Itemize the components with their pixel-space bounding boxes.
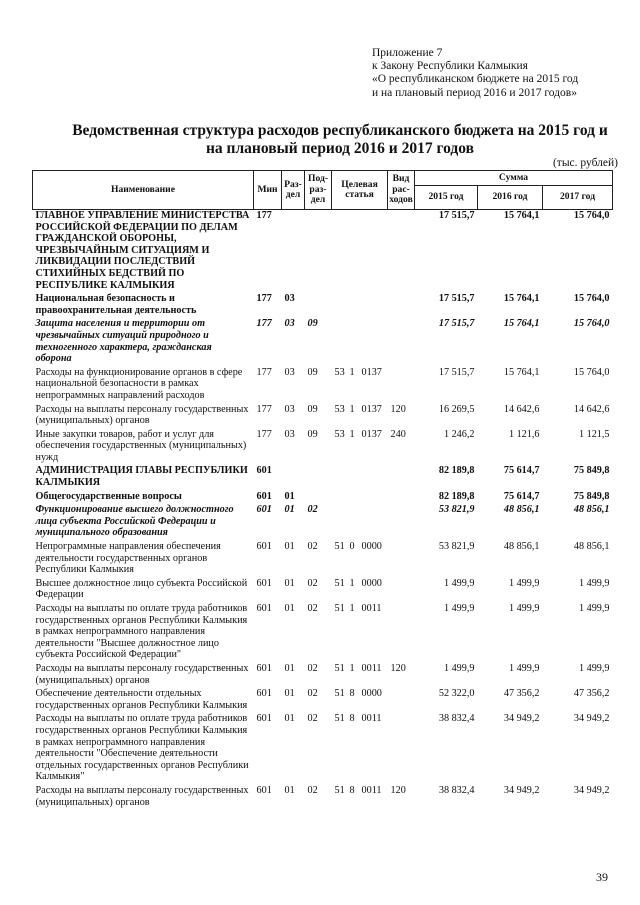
- cell-2015: 38 832,4: [438, 713, 475, 725]
- cell-2017: 34 949,2: [573, 784, 610, 796]
- cell-vid: [388, 491, 415, 505]
- cell-min: 601: [256, 577, 272, 589]
- appendix-header: [372, 47, 578, 100]
- appendix-line: и на плановый период 2016 и 2017 годов»: [372, 86, 577, 99]
- cell-vid: [388, 318, 415, 366]
- cell-target-program: [332, 210, 347, 294]
- cell-2015: 52 322,0: [438, 688, 475, 700]
- cell-target-sub: 1: [349, 603, 355, 614]
- table-row: [33, 541, 613, 578]
- table-row: [33, 504, 613, 541]
- cell-podrazdel: [305, 210, 332, 294]
- row-name: Функционирование высшего должностного лица субъекта Российской Федерации и муниципального образования: [35, 504, 234, 539]
- cell-razdel: 01: [284, 603, 295, 614]
- cell-target-code: 0137: [361, 403, 382, 415]
- cell-2015: 38 832,4: [438, 784, 475, 796]
- table-row: [33, 713, 613, 785]
- cell-vid: [388, 367, 415, 404]
- title-line: на плановый период 2016 и 2017 годов: [206, 139, 474, 157]
- cell-min: 601: [256, 504, 272, 516]
- cell-vid: [388, 578, 415, 603]
- cell-podrazdel: 02: [307, 577, 318, 589]
- cell-target-program: 53: [334, 428, 345, 440]
- cell-target-code: [359, 293, 388, 318]
- cell-2015: 53 821,9: [438, 504, 475, 516]
- cell-target-program: 51: [334, 713, 345, 725]
- cell-vid: [388, 504, 415, 541]
- cell-target-code: 0011: [361, 603, 382, 614]
- cell-2017: 75 849,8: [573, 465, 610, 477]
- cell-2015: 17 515,7: [438, 210, 475, 221]
- cell-target-sub: [347, 210, 359, 294]
- table-row: [33, 210, 613, 294]
- cell-vid: 120: [390, 662, 406, 674]
- cell-target-program: 51: [334, 784, 345, 796]
- cell-target-code: [359, 504, 388, 541]
- cell-podrazdel: [305, 293, 332, 318]
- cell-razdel: 03: [284, 403, 295, 415]
- cell-min: 177: [256, 293, 272, 305]
- row-name: АДМИНИСТРАЦИЯ ГЛАВЫ РЕСПУБЛИКИ КАЛМЫКИЯ: [35, 465, 248, 489]
- header-name: Наименование: [33, 171, 254, 210]
- cell-2017: 15 764,0: [573, 318, 610, 330]
- cell-min: 601: [256, 465, 272, 477]
- cell-2017: 48 856,1: [573, 504, 610, 516]
- cell-min: 177: [256, 403, 272, 415]
- title-line: Ведомственная структура расходов республиканского бюджета на 2015 год и: [72, 122, 608, 139]
- cell-razdel: 01: [284, 662, 295, 674]
- cell-2015: 17 515,7: [438, 318, 475, 330]
- table-row: [33, 663, 613, 688]
- cell-min: 601: [256, 662, 272, 674]
- cell-podrazdel: 02: [307, 662, 318, 674]
- cell-razdel: 01: [284, 713, 295, 725]
- cell-vid: [388, 603, 415, 663]
- header-2017: 2017 год: [543, 186, 613, 210]
- cell-2017: 1 121,5: [578, 428, 610, 440]
- header-2016: 2016 год: [478, 186, 543, 210]
- cell-razdel: 03: [284, 428, 295, 440]
- row-name: Национальная безопасность и правоохранительная деятельность: [35, 293, 197, 316]
- header-min: Мин: [254, 171, 282, 210]
- header-vid: Вид рас- ходов: [388, 171, 415, 210]
- cell-target-sub: 1: [349, 366, 355, 378]
- row-name: Защита населения и территории от чрезвычайных ситуаций природного и техногенного характера, гражданская оборона: [35, 318, 212, 365]
- appendix-line: к Закону Республики Калмыкия: [372, 60, 528, 73]
- cell-2015: 1 499,9: [443, 577, 475, 589]
- cell-2016: 48 856,1: [503, 541, 540, 553]
- cell-target-sub: [347, 318, 359, 366]
- cell-target-sub: 1: [349, 577, 355, 589]
- cell-razdel: 03: [284, 366, 295, 378]
- units-label: (тыс. рублей): [552, 157, 618, 169]
- cell-razdel: 01: [284, 504, 295, 516]
- row-name: ГЛАВНОЕ УПРАВЛЕНИЕ МИНИСТЕРСТВА РОССИЙСКОЙ ФЕДЕРАЦИИ ПО ДЕЛАМ ГРАЖДАНСКОЙ ОБОРОНЫ, ЧРЕЗВЫЧАЙНЫМ СИТУАЦИЯМ И ЛИКВИДАЦИИ ПОСЛЕДСТВИЙ СТИХИЙНЫХ БЕДСТВИЙ ПО РЕСПУБЛИКЕ КАЛМЫКИЯ: [35, 210, 250, 291]
- cell-razdel: [282, 465, 305, 490]
- cell-2017: 15 764,0: [573, 210, 610, 221]
- cell-target-program: [332, 491, 347, 505]
- cell-target-program: [332, 504, 347, 541]
- cell-podrazdel: 09: [307, 428, 318, 440]
- cell-target-program: [332, 293, 347, 318]
- appendix-line: «О республиканском бюджете на 2015 год: [372, 73, 579, 86]
- cell-podrazdel: 02: [307, 713, 318, 725]
- cell-target-code: 0011: [361, 784, 382, 796]
- header-razdel: Раз- дел: [282, 171, 305, 210]
- cell-2015: 17 515,7: [438, 293, 475, 305]
- cell-target-program: [332, 465, 347, 490]
- cell-2017: 1 499,9: [578, 603, 610, 614]
- cell-target-code: 0000: [361, 541, 382, 553]
- cell-2016: 47 356,2: [503, 688, 540, 700]
- row-name: Расходы на выплаты по оплате труда работников государственных органов Республики Калмыкия в рамках непрограммного направления деятельности "Высшее должностное лицо субъекта Российской Федерации": [35, 603, 248, 661]
- cell-vid: 120: [390, 784, 406, 796]
- cell-2017: 47 356,2: [573, 688, 610, 700]
- cell-target-sub: 1: [349, 662, 355, 674]
- cell-2017: 75 849,8: [573, 490, 610, 502]
- cell-razdel: 01: [284, 784, 295, 796]
- cell-2016: 15 764,1: [503, 366, 540, 378]
- cell-podrazdel: [305, 491, 332, 505]
- cell-min: 601: [256, 784, 272, 796]
- cell-target-program: 51: [334, 541, 345, 553]
- cell-target-program: 51: [334, 688, 345, 700]
- row-name: Общегосударственные вопросы: [35, 490, 182, 502]
- cell-target-sub: 8: [349, 688, 355, 700]
- table-row: [33, 785, 613, 810]
- cell-target-code: [359, 491, 388, 505]
- cell-podrazdel: 09: [307, 403, 318, 415]
- cell-target-code: [359, 210, 388, 294]
- cell-min: 601: [256, 603, 272, 614]
- cell-vid: [388, 688, 415, 713]
- page-number: 39: [596, 870, 608, 884]
- cell-2015: 53 821,9: [438, 541, 475, 553]
- cell-2015: 17 515,7: [438, 366, 475, 378]
- cell-2017: 48 856,1: [573, 541, 610, 553]
- row-name: Обеспечение деятельности отдельных государственных органов Республики Калмыкия: [35, 688, 248, 711]
- row-name: Расходы на выплаты персоналу государственных (муниципальных) органов: [35, 784, 249, 808]
- table-row: [33, 367, 613, 404]
- cell-target-program: [332, 318, 347, 366]
- cell-target-sub: 0: [349, 541, 355, 553]
- cell-razdel: 03: [284, 318, 295, 330]
- cell-vid: 240: [390, 428, 406, 440]
- cell-min: 601: [256, 713, 272, 725]
- cell-min: 601: [256, 490, 272, 502]
- cell-2015: 1 499,9: [443, 662, 475, 674]
- table-row: [33, 318, 613, 366]
- cell-target-code: [359, 465, 388, 490]
- row-name: Расходы на выплаты по оплате труда работников государственных органов Республики Калмыкия в рамках непрограммного направления деятельности "Обеспечение деятельности отдельных государственных органов Республики Калмыкия": [35, 713, 249, 783]
- cell-2016: 75 614,7: [503, 465, 540, 477]
- cell-podrazdel: 09: [307, 318, 318, 330]
- cell-razdel: 01: [284, 490, 295, 502]
- cell-razdel: 03: [284, 293, 295, 305]
- cell-target-code: 0011: [361, 662, 382, 674]
- cell-min: 177: [256, 318, 272, 330]
- cell-2015: 82 189,8: [438, 465, 475, 477]
- row-name: Расходы на выплаты персоналу государственных (муниципальных) органов: [35, 403, 249, 427]
- table-row: [33, 429, 613, 466]
- row-name: Иные закупки товаров, работ и услуг для обеспечения государственных (муниципальных) нужд: [35, 428, 247, 463]
- cell-podrazdel: 02: [307, 603, 318, 614]
- cell-min: 601: [256, 688, 272, 700]
- cell-min: 177: [256, 428, 272, 440]
- cell-razdel: [282, 210, 305, 294]
- cell-razdel: 01: [284, 577, 295, 589]
- appendix-line: Приложение 7: [372, 47, 443, 59]
- table-row: [33, 465, 613, 490]
- row-name: Расходы на выплаты персоналу государственных (муниципальных) органов: [35, 662, 249, 686]
- cell-vid: 120: [390, 403, 406, 415]
- cell-razdel: 01: [284, 688, 295, 700]
- cell-target-code: 0000: [361, 688, 382, 700]
- cell-vid: [388, 541, 415, 578]
- cell-2016: 48 856,1: [503, 504, 540, 516]
- cell-vid: [388, 465, 415, 490]
- cell-target-code: 0000: [361, 577, 382, 589]
- cell-podrazdel: [305, 465, 332, 490]
- cell-2017: 34 949,2: [573, 713, 610, 725]
- cell-2016: 34 949,2: [503, 713, 540, 725]
- cell-target-sub: [347, 504, 359, 541]
- cell-vid: [388, 713, 415, 785]
- cell-target-program: 53: [334, 403, 345, 415]
- cell-target-program: 51: [334, 662, 345, 674]
- cell-target-program: 51: [334, 603, 345, 614]
- header-podrazdel: Под- раз- дел: [305, 171, 332, 210]
- cell-2016: 14 642,6: [503, 403, 540, 415]
- table-row: [33, 293, 613, 318]
- cell-2016: 15 764,1: [503, 318, 540, 330]
- table-row: [33, 578, 613, 603]
- cell-2015: 1 246,2: [443, 428, 475, 440]
- cell-target-code: [359, 318, 388, 366]
- cell-target-sub: 1: [349, 428, 355, 440]
- table-row: [33, 491, 613, 505]
- cell-2015: 1 499,9: [443, 603, 475, 614]
- cell-2016: 75 614,7: [503, 490, 540, 502]
- cell-target-sub: [347, 293, 359, 318]
- cell-2017: 15 764,0: [573, 293, 610, 305]
- cell-target-program: 53: [334, 366, 345, 378]
- table-row: [33, 404, 613, 429]
- table-row: [33, 603, 613, 663]
- table-body: [33, 210, 613, 811]
- cell-min: 177: [256, 210, 272, 221]
- cell-vid: [388, 293, 415, 318]
- row-name: Расходы на функционирование органов в сфере национальной безопасности в рамках непрограммных направлений расходов: [35, 366, 243, 401]
- cell-podrazdel: 02: [307, 504, 318, 516]
- cell-2017: 14 642,6: [573, 403, 610, 415]
- cell-2016: 15 764,1: [503, 293, 540, 305]
- cell-vid: [388, 210, 415, 294]
- row-name: Высшее должностное лицо субъекта Российской Федерации: [35, 577, 248, 601]
- cell-target-sub: 1: [349, 403, 355, 415]
- cell-2016: 1 499,9: [508, 603, 540, 614]
- cell-min: 601: [256, 541, 272, 553]
- cell-2015: 82 189,8: [438, 490, 475, 502]
- cell-2016: 1 499,9: [508, 577, 540, 589]
- cell-target-code: 0011: [361, 713, 382, 725]
- cell-min: 177: [256, 366, 272, 378]
- cell-target-code: 0137: [361, 428, 382, 440]
- table-row: [33, 688, 613, 713]
- cell-podrazdel: 02: [307, 688, 318, 700]
- cell-podrazdel: 02: [307, 541, 318, 553]
- cell-2016: 15 764,1: [503, 210, 540, 221]
- budget-table: [32, 170, 613, 810]
- cell-target-code: 0137: [361, 366, 382, 378]
- cell-target-sub: 8: [349, 713, 355, 725]
- cell-podrazdel: 02: [307, 784, 318, 796]
- header-2015: 2015 год: [415, 186, 478, 210]
- cell-2016: 1 499,9: [508, 662, 540, 674]
- cell-podrazdel: 09: [307, 366, 318, 378]
- cell-2016: 34 949,2: [503, 784, 540, 796]
- row-name: Непрограммные направления обеспечения деятельности государственных органов Республики Калмыкия: [35, 541, 221, 576]
- cell-target-program: 51: [334, 577, 345, 589]
- cell-2016: 1 121,6: [508, 428, 540, 440]
- cell-target-sub: 8: [349, 784, 355, 796]
- cell-2017: 15 764,0: [573, 366, 610, 378]
- header-target: Целевая статья: [332, 171, 388, 210]
- cell-target-sub: [347, 465, 359, 490]
- document-title: [60, 122, 620, 157]
- header-summa: Сумма: [415, 171, 613, 186]
- cell-razdel: 01: [284, 541, 295, 553]
- cell-target-sub: [347, 491, 359, 505]
- cell-2017: 1 499,9: [578, 577, 610, 589]
- cell-2017: 1 499,9: [578, 662, 610, 674]
- cell-2015: 16 269,5: [438, 403, 475, 415]
